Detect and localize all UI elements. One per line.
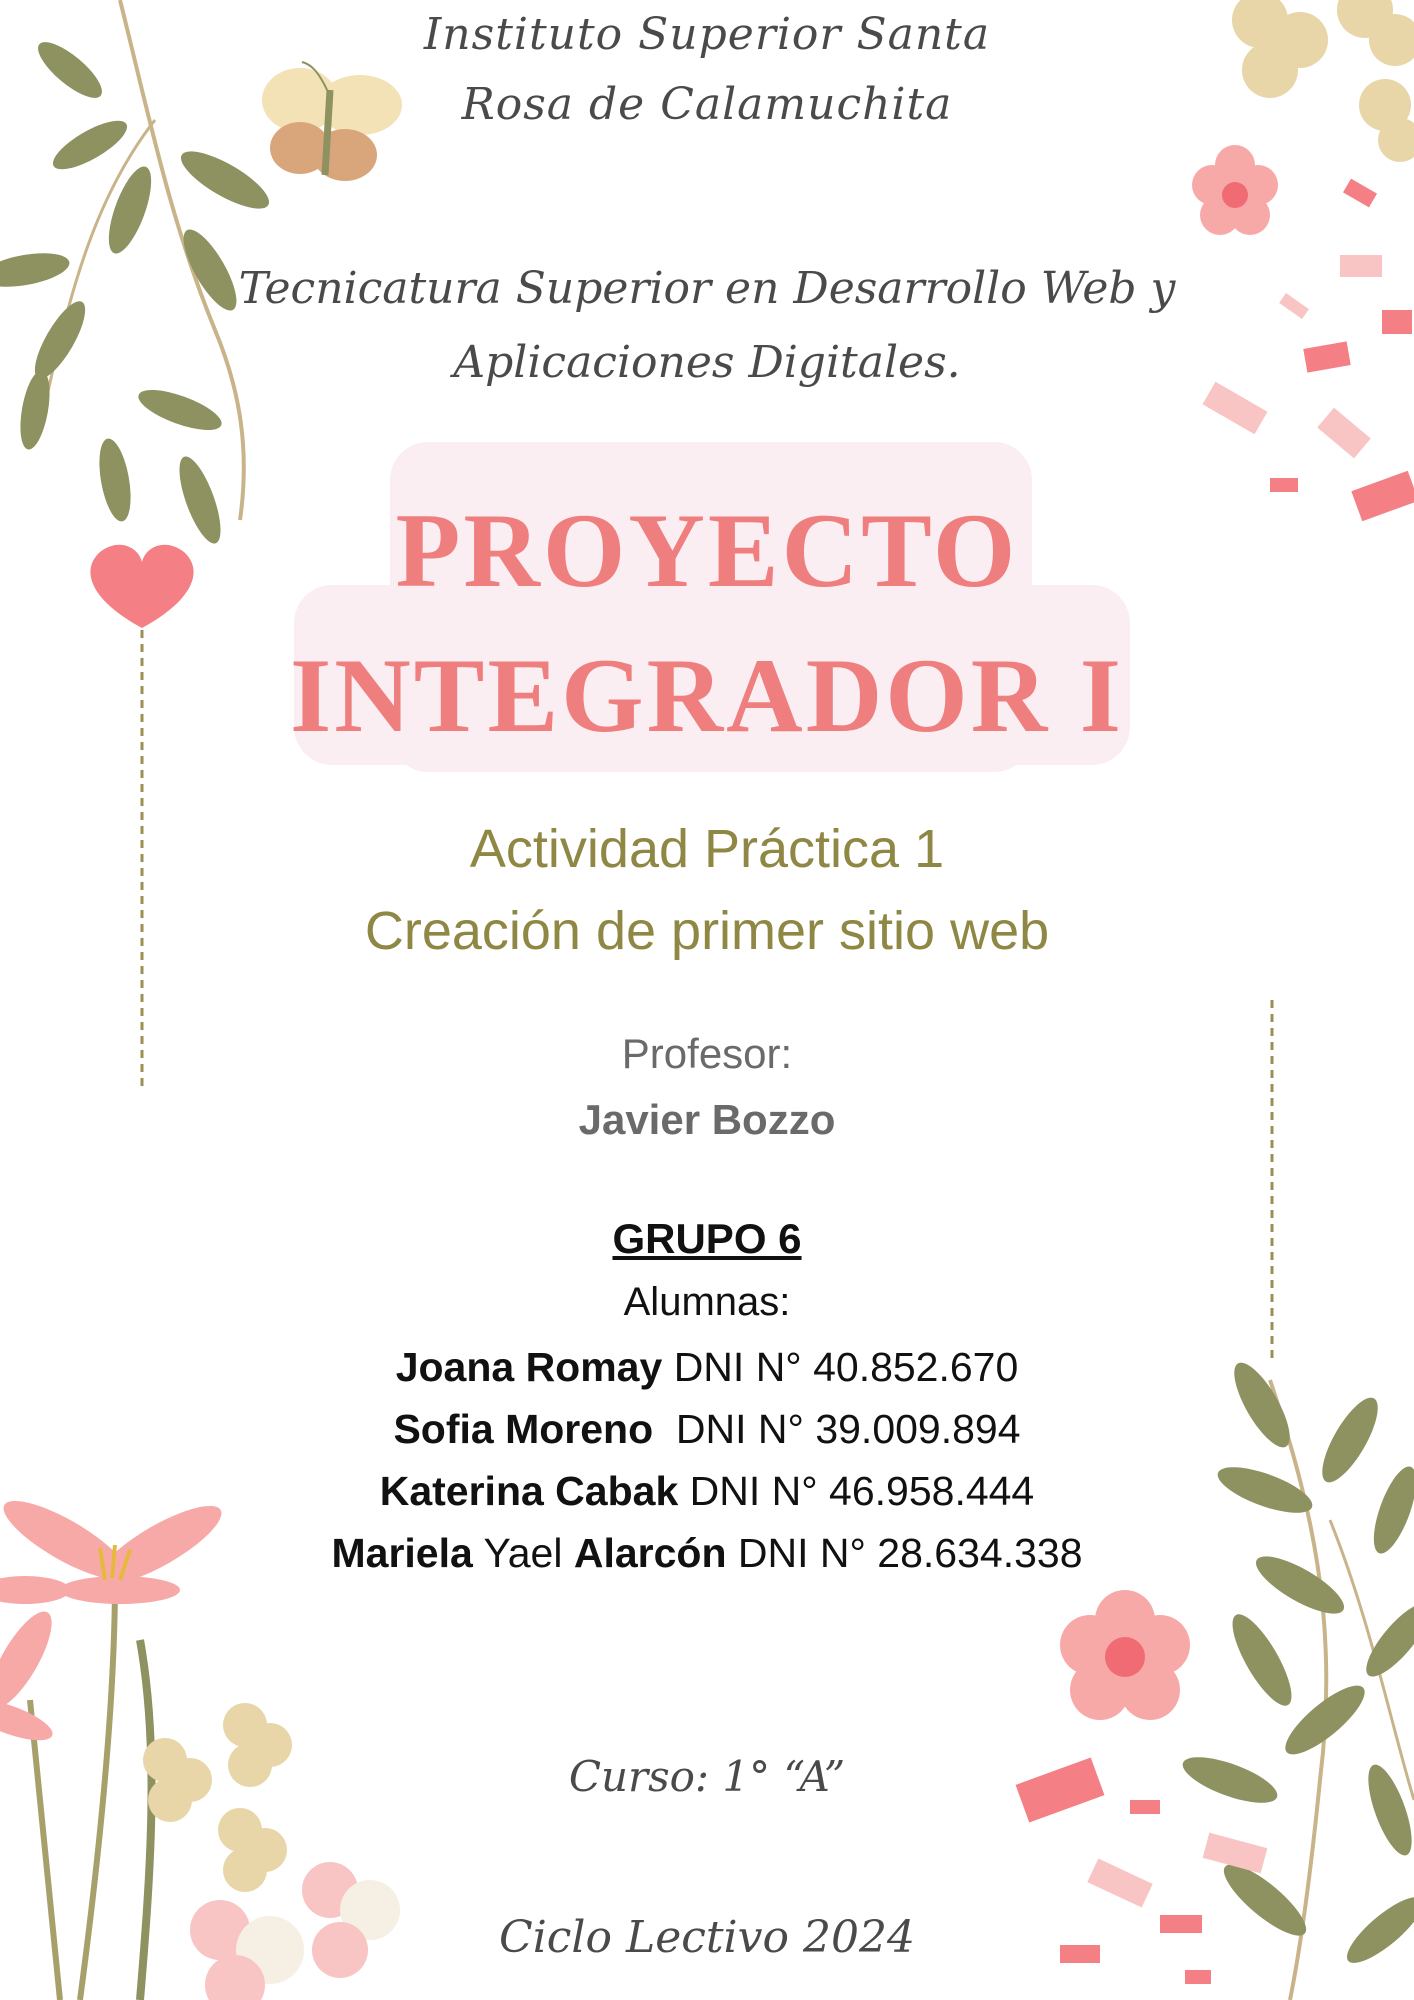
student-dni: DNI N° 39.009.894 <box>653 1406 1021 1452</box>
career-name <box>0 252 1414 400</box>
student-row <box>0 1460 1414 1522</box>
student-dni: DNI N° 40.852.670 <box>662 1344 1019 1390</box>
student-last-name: Alarcón <box>573 1530 727 1576</box>
student-dni: DNI N° 46.958.444 <box>678 1468 1035 1514</box>
student-first-name: Mariela <box>331 1530 473 1576</box>
institution-line-2: Rosa de Calamuchita <box>461 79 953 130</box>
student-dni: DNI N° 28.634.338 <box>726 1530 1083 1576</box>
professor-name: Javier Bozzo <box>578 1096 836 1143</box>
project-title <box>0 478 1414 768</box>
activity-subtitle <box>0 808 1414 972</box>
title-line-1: PROYECTO <box>395 492 1019 609</box>
school-year: Ciclo Lectivo 2024 <box>499 1912 915 1963</box>
student-name: Katerina Cabak <box>379 1468 679 1514</box>
student-name: Sofia Moreno <box>393 1406 654 1452</box>
activity-line-1: Actividad Práctica 1 <box>469 819 945 879</box>
student-row <box>0 1398 1414 1460</box>
course: Curso: 1° “A” <box>568 1752 846 1801</box>
career-line-1: Tecnicatura Superior en Desarrollo Web y <box>238 263 1176 314</box>
student-row <box>0 1522 1414 1584</box>
professor-label: Profesor: <box>621 1030 793 1077</box>
institution-line-1: Instituto Superior Santa <box>423 9 991 60</box>
student-name: Joana Romay <box>395 1344 663 1390</box>
activity-line-2: Creación de primer sitio web <box>364 901 1050 961</box>
group-title: GRUPO 6 <box>612 1215 802 1262</box>
student-row <box>0 1336 1414 1398</box>
students-label: Alumnas: <box>623 1280 791 1324</box>
career-line-2: Aplicaciones Digitales. <box>453 337 961 388</box>
title-line-2: INTEGRADOR I <box>289 637 1125 754</box>
students-list <box>0 1336 1414 1584</box>
institution-name <box>0 0 1414 140</box>
student-middle-name: Yael <box>472 1530 574 1576</box>
